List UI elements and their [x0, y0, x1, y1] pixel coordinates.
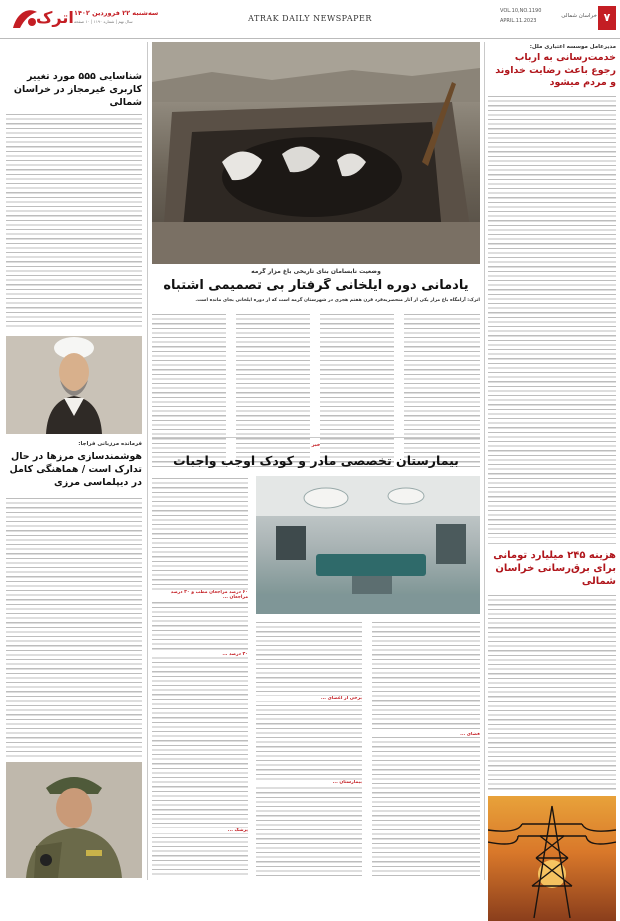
- section-divider: [152, 437, 480, 438]
- story-body: [152, 476, 248, 876]
- operating-room-photo: [256, 476, 480, 614]
- story-headline: خدمت‌رسانی به ارباب رجوع باعث رضایت خداوند و مردم میشود: [495, 52, 616, 88]
- portrait-image: [6, 336, 142, 434]
- power-pylon-photo: [488, 796, 616, 921]
- commander-portrait-photo: [6, 762, 142, 878]
- center-bottom-story: [152, 440, 480, 880]
- story-body: [256, 620, 362, 876]
- story-headline: شناسایی ۵۵۵ مورد تغییر کاربری غیرمجاز در خراسان شمالی: [13, 71, 142, 108]
- story-body: [372, 620, 480, 876]
- story-body: [488, 593, 616, 791]
- center-top-story: [152, 40, 480, 490]
- subhead: فضای ...: [372, 732, 480, 737]
- column-rule: [147, 42, 148, 880]
- story-kicker: خبر: [311, 442, 321, 448]
- story-body: [488, 94, 616, 538]
- column-divider: [488, 543, 616, 544]
- column-rule: [484, 42, 485, 880]
- subhead: ۶۰ درصد مراجعان مطب و ۳۰ درصد مراجعان ...: [152, 590, 248, 600]
- sub-date: سال نهم | شماره ۱۱۹۰ | ۱۰ صفحه: [74, 19, 133, 24]
- ruins-image: [152, 42, 480, 264]
- story-body: [6, 112, 142, 330]
- ruins-photo: [152, 42, 480, 264]
- photo-caption: وضعیت نابسامان بنای تاریخی باغ مزار گرمه: [251, 268, 381, 275]
- vol-number: VOL.10,NO.1190: [500, 8, 542, 14]
- left-column: [6, 40, 142, 880]
- masthead: [0, 0, 620, 39]
- story-headline: هوشمندسازی مرزها در حال تدارک است / هماهنگی کامل در دیپلماسی مرزی: [9, 451, 142, 488]
- subhead: ۳۰ درصد ...: [152, 652, 248, 657]
- story-headline: هزینه ۲۴۵ میلیارد تومانی برای برق‌رسانی خراسان شمالی: [493, 550, 616, 587]
- portrait-image: [6, 762, 142, 878]
- center-bottom-headline: بیمارستان تخصصی مادر و کودک اوجب واجبات: [173, 453, 459, 468]
- paper-name: ATRAK DAILY NEWSPAPER: [248, 14, 372, 23]
- date-en: APRIL.11.2023: [500, 18, 537, 24]
- operating-room-image: [256, 476, 480, 614]
- center-headline: یادمانی دوره ایلخانی گرفتار بی تصمیمی اشتباه: [163, 278, 469, 293]
- lead-paragraph: اترک: آرامگاه باغ مزار یکی از آثار منحصربه‌فرد قرن هفتم هجری در شهرستان گرمه است که از دوره ایلخانی بجای مانده است.: [195, 298, 480, 303]
- section-name: خراسان شمالی: [561, 13, 597, 19]
- story-body: [6, 496, 142, 758]
- pylon-icon: [488, 796, 616, 921]
- story-kicker: مدیرعامل موسسه اعتباری ملل:: [529, 44, 616, 50]
- subhead: پزشک ...: [152, 828, 248, 833]
- story-kicker: فرمانده مرزبانی فراجا:: [78, 441, 142, 447]
- logo-text: اترک: [36, 8, 74, 27]
- subhead: برخی از اعضای ...: [256, 696, 362, 701]
- day-date: سه‌شنبه ۲۲ فروردین ۱۴۰۲: [74, 9, 159, 17]
- right-column: [488, 40, 616, 880]
- logo: [10, 6, 74, 32]
- page-number-badge: [598, 6, 616, 30]
- subhead: بیمارستان ...: [256, 780, 362, 785]
- page-number: ۷: [603, 11, 611, 24]
- cleric-portrait-photo: [6, 336, 142, 434]
